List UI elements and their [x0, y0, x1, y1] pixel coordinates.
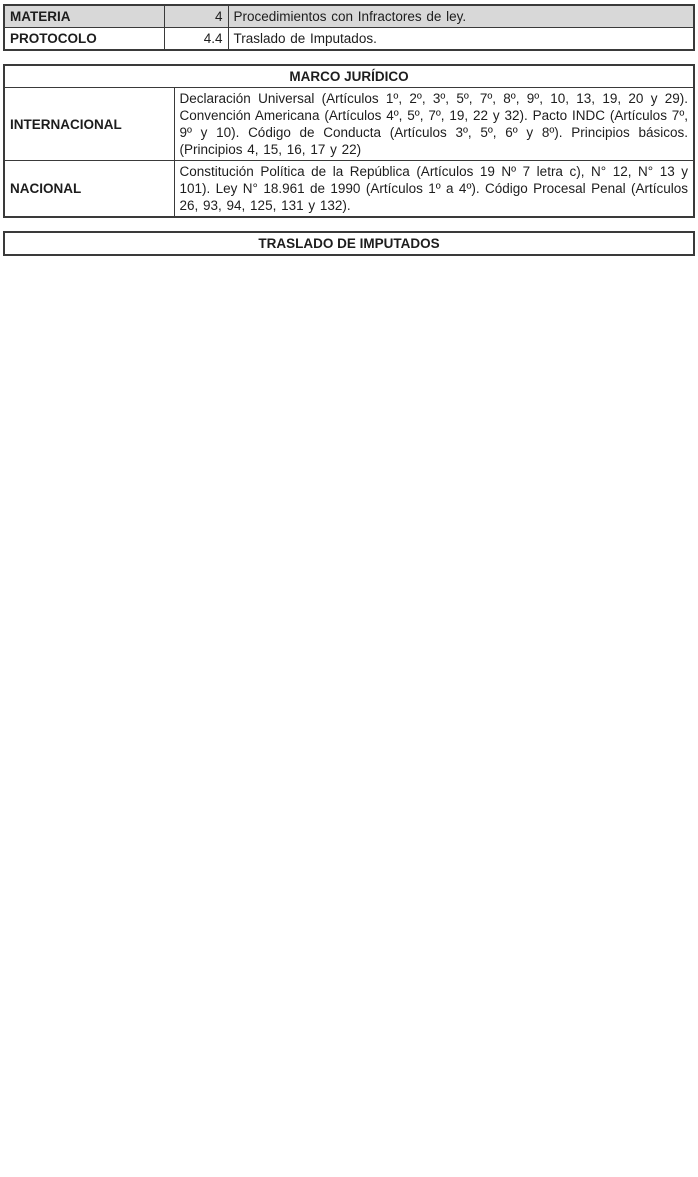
jurisdiction-label: INTERNACIONAL — [4, 88, 174, 161]
header-row-number: 4 — [164, 5, 228, 28]
marco-juridico-title: MARCO JURÍDICO — [4, 65, 694, 88]
materia-protocolo-table — [3, 4, 695, 51]
header-row — [4, 5, 694, 28]
jurisdiction-row — [4, 88, 694, 161]
traslado-imputados-table — [3, 231, 695, 256]
traslado-imputados-title: TRASLADO DE IMPUTADOS — [4, 232, 694, 255]
document-page — [0, 0, 698, 264]
jurisdiction-row — [4, 161, 694, 218]
marco-juridico-body — [4, 88, 694, 218]
header-row — [4, 28, 694, 51]
header-row-number: 4.4 — [164, 28, 228, 51]
jurisdiction-description: Constitución Política de la República (Artículos 19 Nº 7 letra c), N° 12, N° 13 y 101). Ley N° 18.961 de 1990 (Artículos 1º a 4º). Código Procesal Penal (Artículos 26, 93, 94, 125, 131 y 132). — [174, 161, 694, 218]
header-row-label: MATERIA — [4, 5, 164, 28]
header-row-label: PROTOCOLO — [4, 28, 164, 51]
jurisdiction-label: NACIONAL — [4, 161, 174, 218]
materia-protocolo-body — [4, 5, 694, 50]
jurisdiction-description: Declaración Universal (Artículos 1º, 2º, 3º, 5º, 7º, 8º, 9º, 10, 13, 19, 20 y 29). Convención Americana (Artículos 4º, 5º, 7º, 19, 22 y 32). Pacto INDC (Artículos 7º, 9º y 10). Código de Conducta (Artículos 3º, 5º, 6º y 8º). Principios básicos. (Principios 4, 15, 16, 17 y 22) — [174, 88, 694, 161]
header-row-description: Procedimientos con Infractores de ley. — [228, 5, 694, 28]
marco-juridico-table — [3, 64, 695, 218]
header-row-description: Traslado de Imputados. — [228, 28, 694, 51]
